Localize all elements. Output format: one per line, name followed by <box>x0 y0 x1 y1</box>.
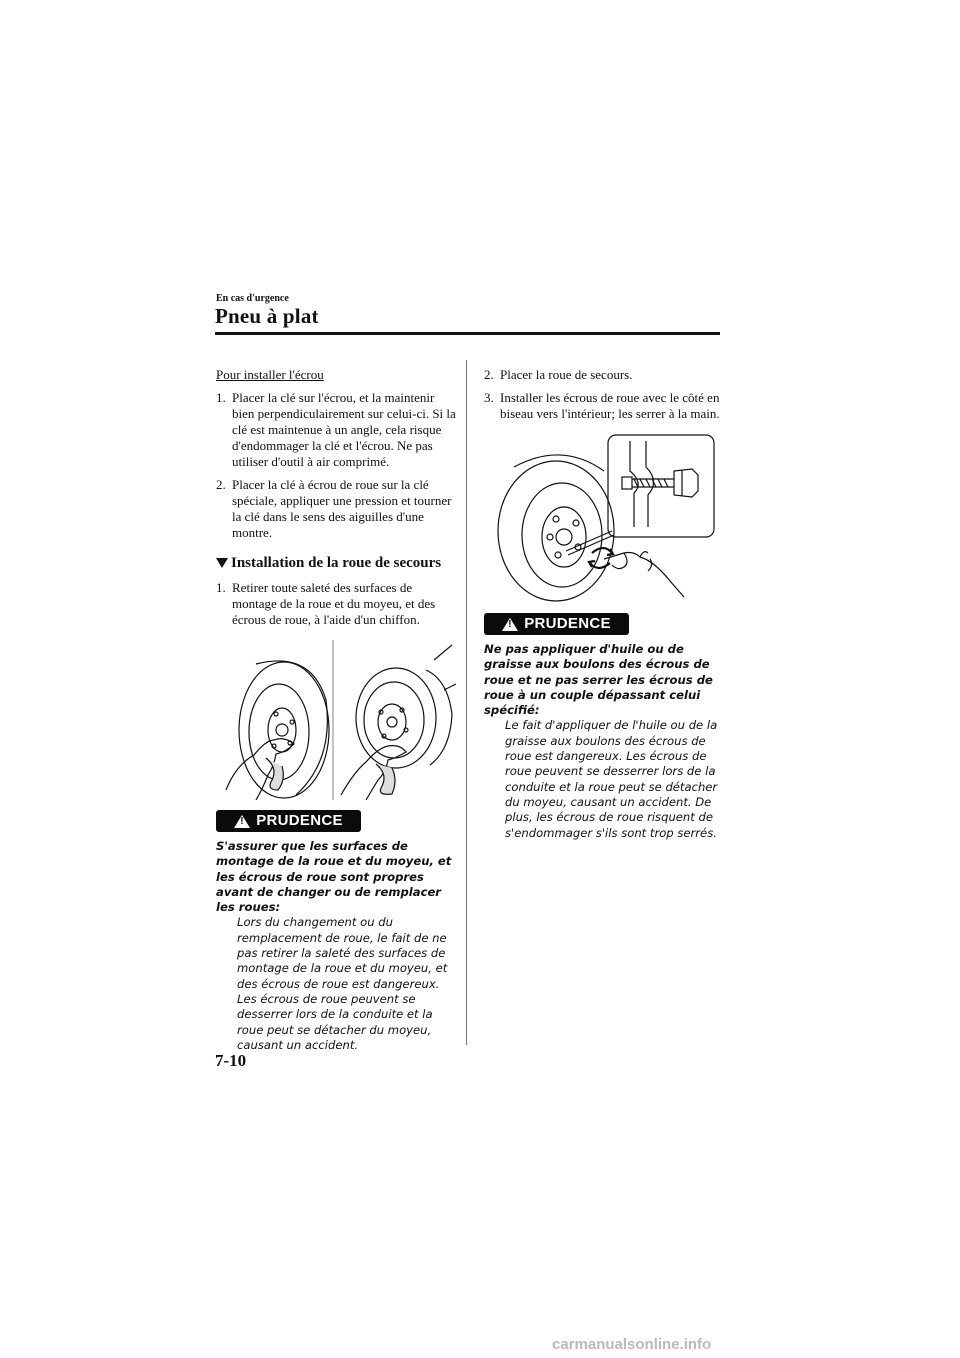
step-number: 1. <box>216 580 226 595</box>
step-number: 2. <box>216 477 226 492</box>
warning-label: PRUDENCE <box>256 812 343 829</box>
wheel-tire <box>239 662 329 798</box>
header-rule <box>215 332 720 335</box>
section-heading-text: Installation de la roue de secours <box>231 555 442 571</box>
step-item <box>216 390 456 470</box>
step-text: Retirer toute saleté des surfaces de montage de la roue et du moyeu, et des écrous de roue, à l'aide d'un chiffon. <box>232 580 436 627</box>
step-item <box>484 367 724 383</box>
cleaning-illustration <box>216 640 456 800</box>
step-item <box>216 477 456 541</box>
page-number: 7-10 <box>215 1051 247 1070</box>
step-item <box>216 580 456 628</box>
warning-label: PRUDENCE <box>524 615 611 632</box>
step-text: Placer la clé sur l'écrou, et la maintenir bien perpendiculairement sur celui-ci. Si la clé est maintenue à un angle, cela risque d'endommager la clé et l'écrou. Ne pas utiliser d'outil à air comprimé. <box>232 390 456 469</box>
triangle-bullet-icon <box>216 558 228 568</box>
step-text: Installer les écrous de roue avec le côté en biseau vers l'intérieur; les serrer à la main. <box>500 390 720 421</box>
section-heading <box>216 555 456 571</box>
step-number: 1. <box>216 390 226 405</box>
warning-triangle-icon <box>234 815 250 828</box>
subheading-install-nut: Pour installer l'écrou <box>216 367 324 382</box>
step-text: Placer la roue de secours. <box>500 367 633 382</box>
warning-lead: Ne pas appliquer d'huile ou de graisse aux boulons des écrous de roue et ne pas serrer les écrous de roue à un couple dépassant celui spécifié: <box>484 642 713 718</box>
section-label: En cas d'urgence <box>216 293 289 304</box>
hand-right <box>341 746 406 800</box>
left-column <box>216 367 456 1053</box>
warning-lead: S'assurer que les surfaces de montage de la roue et du moyeu, et les écrous de roue sont propres avant de changer ou de remplacer les roues: <box>216 839 452 915</box>
page-title: Pneu à plat <box>215 304 319 328</box>
watermark-url: carmanualsonline.info <box>552 1336 712 1353</box>
hand-icon <box>604 553 684 598</box>
right-column <box>484 367 724 841</box>
lug-nut <box>674 469 698 497</box>
column-divider <box>466 360 467 1045</box>
step-number: 2. <box>484 367 494 382</box>
warning-body: Le fait d'appliquer de l'huile ou de la graisse aux boulons des écrous de roue est dangereux. Les écrous de roue peuvent se desserrer lors de la conduite et la roue peut se détacher du moyeu, causant un accident. De plus, les écrous de roue risquent de s'endommager s'ils sont trop serrés. <box>505 718 718 840</box>
warning-body: Lors du changement ou du remplacement de roue, le fait de ne pas retirer la saleté des surfaces de montage de la roue et du moyeu, et des écrous de roue est dangereux. Les écrous de roue peuvent se desserrer lors de la conduite et la roue peut se détacher du moyeu, causant un accident. <box>237 915 448 1052</box>
step-item <box>484 390 724 422</box>
step-text: Placer la clé à écrou de roue sur la clé spéciale, appliquer une pression et tourner la clé dans le sens des aiguilles d'une montre. <box>232 477 452 540</box>
warning-triangle-icon <box>502 618 518 631</box>
spare-wheel <box>498 461 614 601</box>
step-number: 3. <box>484 390 494 405</box>
lug-nut-illustration <box>484 431 724 603</box>
warning-banner <box>484 613 629 635</box>
warning-banner <box>216 810 361 832</box>
